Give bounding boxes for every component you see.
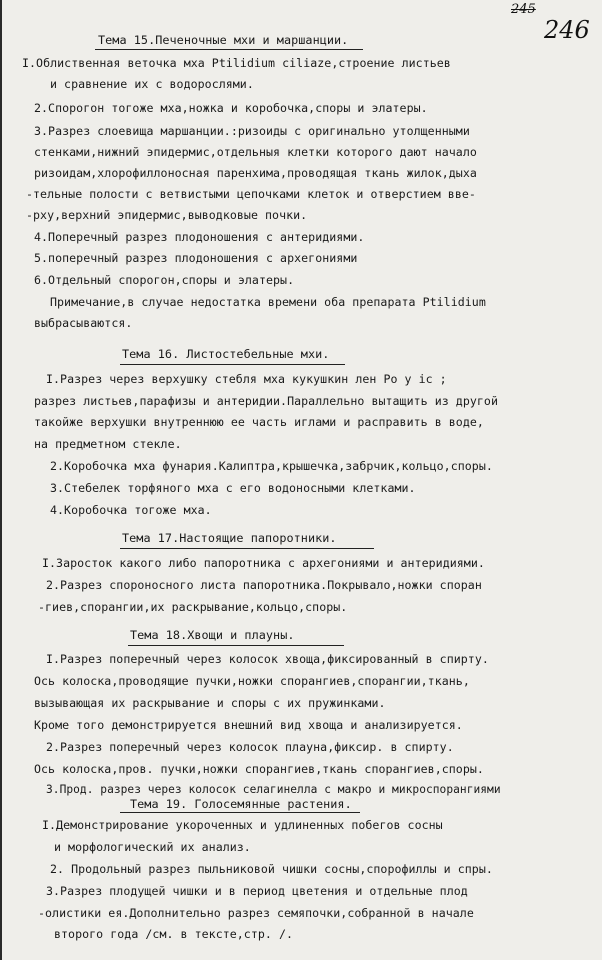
text-line: Ось колоска,пров. пучки,ножки спорангиев,ткань спорангиев,споры. (34, 762, 484, 776)
heading-underline (120, 548, 374, 549)
text-line: разрез листьев,парафизы и антеридии.Параллельно вытащить из другой (34, 394, 498, 408)
heading-theme-19: Тема 19. Голосемянные растения. (130, 797, 352, 811)
text-line: 6.Отдельный спорогон,споры и элатеры. (34, 273, 295, 287)
text-line: 2. Продольный разрез пыльниковой чишки сосны,спорофиллы и спры. (50, 862, 493, 876)
text-line: и сравнение их с водорослями. (50, 77, 254, 91)
text-line: I.Заросток какого либо папоротника с архегониями и антеридиями. (42, 556, 485, 570)
text-line: выбрасываются. (34, 316, 133, 330)
heading-theme-16: Тема 16. Листостебельные мхи. (122, 347, 330, 361)
text-line: такойже верхушки внутреннюю ее часть иглами и расправить в воде, (34, 415, 484, 429)
text-line: I.Разрез поперечный через колосок хвоща,фиксированный в спирту. (46, 652, 489, 666)
text-line: на предметном стекле. (34, 437, 182, 451)
text-line: I.Демонстрирование укороченных и удлиненных побегов сосны (42, 818, 443, 832)
text-line: Кроме того демонстрируется внешний вид хвоща и анализируется. (34, 718, 463, 732)
heading-underline (128, 645, 344, 646)
text-line: Примечание,в случае недостатка времени оба препарата Ptilidium (50, 295, 486, 309)
old-page-number: 245 (511, 2, 536, 17)
heading-theme-18: Тема 18.Хвощи и плауны. (130, 628, 295, 642)
page-number: 246 (544, 16, 590, 44)
heading-theme-15: Тема 15.Печеночные мхи и маршанции. (98, 33, 349, 47)
text-line: I.Облиственная веточка мха Ptilidium ciliaze,строение листьев (22, 56, 451, 70)
text-line: 3.Разрез слоевища маршанции.:ризоиды с оригинально утолщенными (34, 124, 470, 138)
heading-theme-17: Тема 17.Настоящие папоротники. (122, 531, 337, 545)
heading-underline (95, 49, 363, 50)
text-line: и морфологический их анализ. (54, 840, 251, 854)
text-line: 2.Спорогон тогоже мха,ножка и коробочка,споры и элатеры. (34, 101, 428, 115)
text-line: стенками,нижний эпидермис,отдельныя клетки которого дают начало (34, 145, 477, 159)
heading-underline (120, 364, 345, 365)
text-line: ризоидам,хлорофиллоносная паренхима,проводящая ткань жилок,дыха (34, 166, 477, 180)
text-line: 3.Прод. разрез через колосок селагинелла с макро и микроспорангиями (46, 783, 501, 796)
heading-underline (120, 812, 360, 813)
text-line: 3.Стебелек торфяного мха с его водоносными клетками. (50, 481, 416, 495)
text-line: 2.Коробочка мха фунария.Калиптра,крышечка,забрчик,кольцо,споры. (50, 459, 493, 473)
text-line: вызывающая их раскрывание и споры с их пружинками. (34, 696, 386, 710)
text-line: I.Разрез через верхушку стебля мха кукушкин лен Ро у ic ; (46, 372, 447, 386)
text-line: второго года /см. в тексте,стр. /. (54, 927, 294, 941)
text-line: 4.Коробочка тогоже мха. (50, 503, 212, 517)
text-line: Ось колоска,проводящие пучки,ножки спорангиев,спорангии,ткань, (34, 674, 470, 688)
text-line: 5.поперечный разрез плодоношения с архегониями (34, 251, 358, 265)
text-line: 2.Разрез спороносного листа папоротника.Покрывало,ножки споран (46, 578, 482, 592)
text-line: -рху,верхний эпидермис,выводковые почки. (26, 208, 308, 222)
text-line: 3.Разрез плодущей чишки и в период цветения и отдельные плод (46, 884, 468, 898)
text-line: -тельные полости с ветвистыми цепочками клеток и отверстием вве- (26, 187, 476, 201)
text-line: 2.Разрез поперечный через колосок плауна,фиксир. в спирту. (46, 740, 454, 754)
text-line: 4.Поперечный разрез плодоношения с антеридиями. (34, 230, 365, 244)
text-line: -олистики ея.Дополнительно разрез семяпочки,собранной в начале (38, 906, 474, 920)
text-line: -гиев,спорангии,их раскрывание,кольцо,споры. (38, 600, 348, 614)
